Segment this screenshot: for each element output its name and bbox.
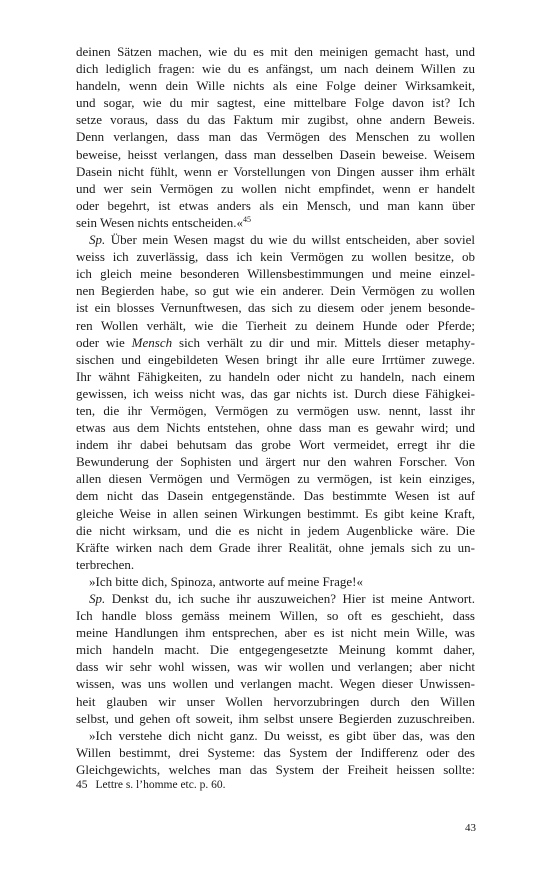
line-text: Dasein nicht fühlt, wenn er Vorstellungen von Dingen ausser ihm erhält (76, 163, 475, 179)
text-line (76, 573, 475, 590)
text-line (76, 77, 475, 94)
text-line (76, 351, 475, 368)
line-text: mich handeln macht. Die entgegengesetzte Meinung kommt daher, (76, 642, 475, 658)
line-text: wissen, was uns wollen und verlangen macht. Wegen dieser Unwissen- (76, 676, 475, 692)
line-text: allen diesen Vermögen und Vermögen zu vermögen, ist kein einziges, (76, 471, 475, 487)
body-text (76, 43, 475, 778)
line-text: »Ich verstehe dich nicht ganz. Du weisst, es gibt über das, was den (89, 727, 475, 743)
text-line (76, 214, 475, 231)
line-text: und sogar, wie du mir sagtest, eine mittelbare Folge davon ist? Ich (76, 95, 475, 111)
text-line (76, 385, 475, 402)
line-text: selbst, und gehen oft soweit, ihm selbst unsere Begierden zuzuschreiben. (76, 710, 475, 726)
line-text: oder wie (76, 334, 132, 350)
text-line (76, 727, 475, 744)
line-text: sischen und eingebildeten Wesen bringt ihr alle eure Irrtümer zuwege. (76, 351, 475, 367)
line-text: gleiche Weise in allen seinen Wirkungen bestimmt. Es gibt keine Kraft, (76, 505, 475, 521)
text-line (76, 334, 475, 351)
text-line (76, 197, 475, 214)
text-line (76, 299, 475, 316)
text-line (76, 180, 475, 197)
line-text: und wer sein Vermögen zu wollen nicht empfindet, wenn er handelt (76, 180, 475, 196)
line-text: gewissen, ich weiss nicht was, das gar nichts ist. Durch diese Fähigkei- (76, 385, 475, 401)
line-text: »Ich bitte dich, Spinoza, antworte auf meine Frage!« (89, 573, 363, 589)
line-text: terbrechen. (76, 556, 135, 572)
line-text: weiss ich zuverlässig, dass ich kein Vermögen zu wollen besitze, ob (76, 249, 475, 265)
line-text: etwas aus dem Nichts entstehen, ohne dass man es gewahr wird; und (76, 420, 475, 436)
text-line (76, 163, 475, 180)
line-text: Ich handle bloss gemäss meinem Willen, so oft es geschieht, dass (76, 608, 475, 624)
text-line (76, 146, 475, 163)
text-line (76, 624, 475, 641)
text-line (76, 693, 475, 710)
footnote-reference: 45 (242, 214, 251, 224)
text-line (76, 522, 475, 539)
text-line (76, 231, 475, 248)
text-line (76, 556, 475, 573)
text-line (76, 453, 475, 470)
line-text: nen Begierden habe, so gut wie ein anderer. Dein Vermögen zu wollen (76, 283, 475, 299)
text-line (76, 710, 475, 727)
text-line (76, 111, 475, 128)
text-line (76, 248, 475, 265)
line-text: ich gleich meine besonderen Willensbestimmungen und meine einzel- (76, 266, 475, 282)
text-line (76, 470, 475, 487)
text-line (76, 128, 475, 145)
text-line (76, 436, 475, 453)
text-line (76, 658, 475, 675)
line-text: Gleichgewichts, welches man das System der Freiheit heissen sollte: (76, 761, 475, 777)
text-line (76, 419, 475, 436)
text-line (76, 761, 475, 778)
line-text: deinen Sätzen machen, wie du es mit den meinigen gemacht hast, und (76, 44, 475, 59)
line-text: ten, die ihr Vermögen, Vermögen zu vermögen usw. nennt, lasst ihr (76, 402, 475, 418)
line-text: Bewunderung der Sophisten und ärgert nur den wahren Forscher. Von (76, 454, 475, 470)
text-line (76, 282, 475, 299)
line-text: dass wir sehr wohl wissen, was wir wollen und verlangen; aber nicht (76, 659, 475, 675)
footnote-text: Lettre s. l’homme etc. p. 60. (95, 779, 226, 791)
text-line (76, 43, 475, 60)
text-line (76, 265, 475, 282)
text-line (76, 505, 475, 522)
text-line (76, 487, 475, 504)
text-line (76, 675, 475, 692)
line-text: meine Handlungen ihm entsprechen, aber es ist nicht mein Wille, was (76, 625, 475, 641)
line-text: die nicht wirksam, und die es nicht in jedem Augenblicke wäre. Die (76, 522, 475, 538)
text-line (76, 539, 475, 556)
line-text: indem ihr dabei behutsam das grobe Wort vermeidet, erregt ihr die (76, 437, 475, 453)
speaker-label: Sp. (89, 591, 106, 606)
text-line (76, 744, 475, 761)
footnote (76, 778, 225, 792)
footnote-number: 45 (76, 779, 88, 791)
line-text: Kräfte wirken nach dem Grade ihrer Realität, ohne jemals sich zu un- (76, 539, 475, 555)
line-text: oder begehrt, ist etwas anders als ein Mensch, und man kann über (76, 197, 475, 213)
line-text: Über mein Wesen magst du wie du willst entscheiden, aber soviel (105, 232, 475, 248)
line-text: Ihr wähnt Fähigkeiten, zu handeln oder nicht zu handeln, nach einem (76, 368, 475, 384)
line-text: ren Wollen verhält, wie die Tierheit zu deinem Hunde oder Pferde; (76, 317, 475, 333)
line-text: sein Wesen nichts entscheiden.« (76, 214, 243, 230)
text-line (76, 317, 475, 334)
line-text: Denkst du, ich suche ihr auszuweichen? Hier ist meine Antwort. (105, 591, 475, 606)
line-text: dem nicht das Dasein entgegenstände. Das bestimmte Wesen ist auf (76, 488, 475, 504)
line-text: setze voraus, dass du das Faktum mir zugibst, ohne andern Beweis. (76, 112, 475, 128)
text-line (76, 641, 475, 658)
page-number: 43 (465, 822, 476, 834)
line-text: Denn verlangen, dass man das Vermögen des Menschen zu wollen (76, 129, 475, 145)
line-text: beweise, heisst verlangen, dass man desselben Dasein beweise. Weisem (76, 146, 475, 162)
line-text: Willen bestimmt, drei Systeme: das System der Indifferenz oder des (76, 744, 475, 760)
text-line (76, 590, 475, 607)
line-text: dich lediglich fragen: wie du es anfängst, um nach deinem Willen zu (76, 61, 475, 77)
emphasis: Mensch (131, 334, 173, 350)
line-text: heit glauben wir unser Wollen hervorzubringen durch den Willen (76, 693, 475, 709)
text-line (76, 368, 475, 385)
text-line (76, 402, 475, 419)
text-line (76, 607, 475, 624)
text-line (76, 94, 475, 111)
line-text-after: sich verhält zu dir und mir. Mittels dieser metaphy- (172, 334, 475, 350)
line-text: ist ein blosses Vernunftwesen, das sich zu diesem oder jenem besonde- (76, 300, 475, 316)
line-text: handeln, wenn dein Wille nichts als eine Folge deiner Wirksamkeit, (76, 78, 475, 94)
speaker-label: Sp. (89, 232, 106, 248)
text-line (76, 60, 475, 77)
